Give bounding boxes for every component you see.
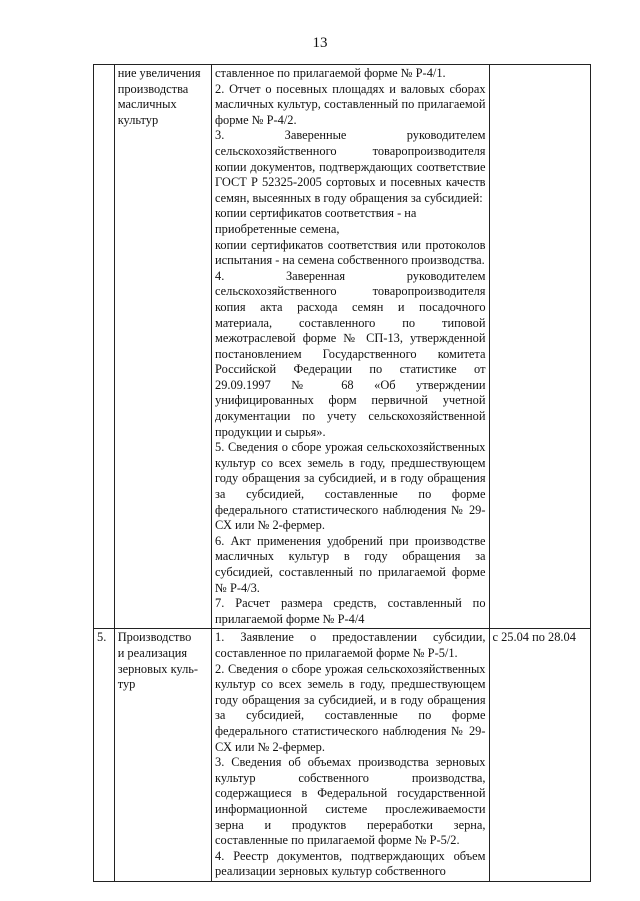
measure-name-line: ние увеличения <box>117 66 201 80</box>
document-table-wrapper <box>93 64 591 879</box>
measure-name-line: Производство <box>117 630 192 645</box>
date-cell: с 25.04 по 28.04 <box>489 629 590 882</box>
table-row-continued <box>94 65 591 629</box>
date-cell <box>489 65 590 629</box>
document-item: 6. Акт применения удобрений при производстве масличных культур в году обращения за субсидией, составленный по прилагаемой форме № Р-4/3. <box>215 533 486 595</box>
document-item: копии сертификатов соответствия или протоколов испытания - на семена собственного производства. <box>215 237 486 268</box>
measure-name-line: масличных <box>117 97 177 112</box>
document-item: копии сертификатов соответствия - на приобретенные семена, <box>215 206 417 236</box>
document-item: 4. Заверенная руководителем сельскохозяйственного товаропроизводителя копия акта расхода семян и посадочного материала, составленного по типовой межотраслевой форме № СП-13, утвержденной постановлением Государственного комитета Российской Федерации по статистике от 29.09.1997 № 68 «Об утверждении унифицированных форм первичной учетной документации по учету сельскохозяйственной продукции и сырья». <box>215 268 486 439</box>
document-item: 1. Заявление о предоставлении субсидии, составленное по прилагаемой форме № Р-5/1. <box>215 630 486 660</box>
document-item: 5. Сведения о сборе урожая сельскохозяйственных культур со всех земель в году, предшествующем году обращения за субсидией, и в году обращения за субсидией, составленные по форме федерального статистического наблюдения № 29-СХ или № 2-фермер. <box>215 440 486 533</box>
table-row-5 <box>94 629 591 882</box>
row-number-cell: 5. <box>94 629 115 882</box>
documents-cell <box>212 65 489 629</box>
document-table <box>93 64 591 882</box>
document-item: ставленное по прилагаемой форме № Р-4/1. <box>215 66 446 80</box>
document-item: 2. Сведения о сборе урожая сельскохозяйственных культур со всех земель в году, предшествующем году обращения за субсидией, и в году обращения за субсидией, составленные по форме федерального статистического наблюдения № 29-СХ или № 2-фермер. <box>215 661 486 754</box>
document-item: 7. Расчет размера средств, составленный по прилагаемой форме № Р-4/4 <box>215 596 486 626</box>
measure-name-line: и реализация <box>117 645 188 660</box>
page-number: 13 <box>312 35 328 51</box>
row-number-cell <box>94 65 115 629</box>
document-item: 3. Заверенные руководителем сельскохозяйственного товаропроизводителя копии документов, подтверждающих соответствие ГОСТ Р 52325-2005 сортовых и посевных качеств семян, высеянных в году обращения за субсидией: <box>215 128 486 205</box>
document-item: 2. Отчет о посевных площадях и валовых сборах масличных культур, составленный по прилагаемой форме № Р-4/2. <box>215 81 486 127</box>
measure-name-cell <box>114 629 211 882</box>
document-item: 4. Реестр документов, подтверждающих объем реализации зерновых культур собственного <box>215 848 486 879</box>
measure-name-line: культур <box>117 112 159 127</box>
measure-name-line: производства <box>117 81 189 96</box>
document-item: 3. Сведения об объемах производства зерновых культур собственного производства, содержащиеся в Федеральной государственной информационной системе прослеживаемости зерна и продуктов переработки зерна, составленные по прилагаемой форме № Р-5/2. <box>215 755 486 848</box>
measure-name-line: тур <box>117 677 136 692</box>
measure-name-line: зерновых куль- <box>117 661 199 676</box>
measure-name-cell <box>114 65 211 629</box>
documents-cell <box>212 629 489 882</box>
